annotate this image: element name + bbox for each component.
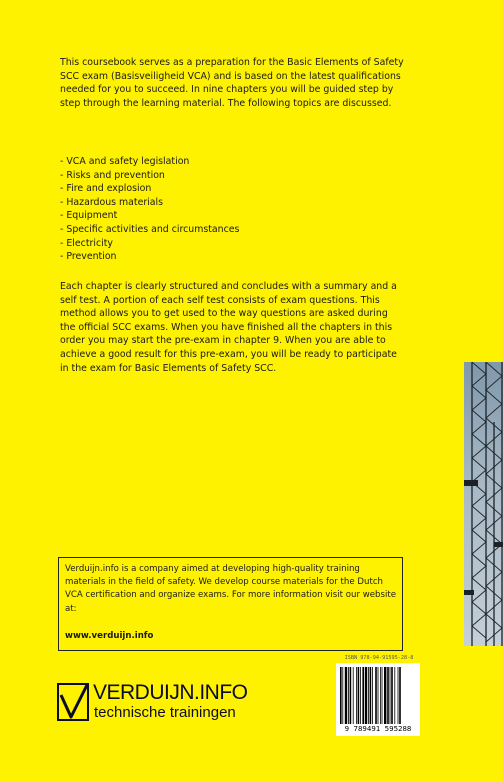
intro-paragraph: This coursebook serves as a preparation for the Basic Elements of Safety SCC exam (Basisveiligheid VCA) and is based on the latest qualifications needed for you to succeed. In nine chapters you will be guided step by step through the learning material. The following topics are discussed. [60, 57, 404, 109]
list-item: - Electricity [60, 237, 405, 251]
list-item: - Risks and prevention [60, 169, 405, 183]
barcode-bar [382, 667, 383, 725]
barcode-bar [380, 667, 381, 725]
barcode-bar [345, 667, 347, 725]
list-item: - VCA and safety legislation [60, 155, 405, 169]
barcode-bar [358, 667, 360, 725]
verduijn-logo [57, 681, 248, 723]
barcode-bar [370, 667, 372, 725]
barcode-bar [390, 667, 391, 725]
barcode-bar [356, 667, 357, 725]
barcode-bar [384, 667, 386, 725]
barcode-bar [372, 667, 373, 725]
list-item: - Fire and explosion [60, 182, 405, 196]
list-item: - Prevention [60, 250, 405, 264]
barcode-bar [342, 667, 343, 725]
barcode-bar [387, 667, 389, 725]
barcode-bar [348, 667, 349, 725]
crane-tower-illustration [464, 362, 503, 646]
barcode-bar [375, 667, 377, 725]
logo-title: VERDUIJN.INFO [93, 681, 248, 704]
company-info-box [58, 557, 403, 651]
isbn-barcode-block [336, 655, 420, 743]
barcode-bar [353, 667, 354, 725]
isbn-label: ISBN 978-94-91595-28-8 [344, 655, 414, 661]
topics-list [60, 155, 405, 264]
barcode-digits: 9 789491 595288 [338, 724, 418, 733]
barcode-bar [398, 667, 399, 725]
crane-photo [464, 362, 503, 646]
barcode-bar [360, 667, 361, 725]
barcode-bars [340, 667, 416, 725]
barcode-bar [368, 667, 369, 725]
barcode-bar [362, 667, 364, 725]
barcode-bar [391, 667, 393, 725]
list-item: - Specific activities and circumstances [60, 223, 405, 237]
list-item: - Equipment [60, 209, 405, 223]
barcode-bar [378, 667, 379, 725]
list-item: - Hazardous materials [60, 196, 405, 210]
structure-paragraph: Each chapter is clearly structured and concludes with a summary and a self test. A portion of each self test consists of exam questions. This method allows you to get used to the way questions are asked during the official SCC exams. When you have finished all the chapters in this order you may start the pre-exam in chapter 9. When you are able to achieve a good result for this pre-exam, you will be ready to participate in the exam for Basic Elements of Safety SCC. [60, 281, 397, 374]
barcode-bar [399, 667, 401, 725]
logo-subtitle: technische trainingen [94, 704, 236, 721]
company-description: Verduijn.info is a company aimed at developing high-quality training materials in the field of safety. We develop course materials for the Dutch VCA certification and organize exams. For more information visit our website at: [65, 564, 396, 614]
barcode-bar [394, 667, 395, 725]
barcode-bar [365, 667, 367, 725]
website-link[interactable]: www.verduijn.info [65, 631, 154, 641]
checkmark-box-icon [57, 683, 91, 723]
barcode [336, 663, 420, 736]
barcode-bar [340, 667, 342, 725]
barcode-bar [350, 667, 352, 725]
